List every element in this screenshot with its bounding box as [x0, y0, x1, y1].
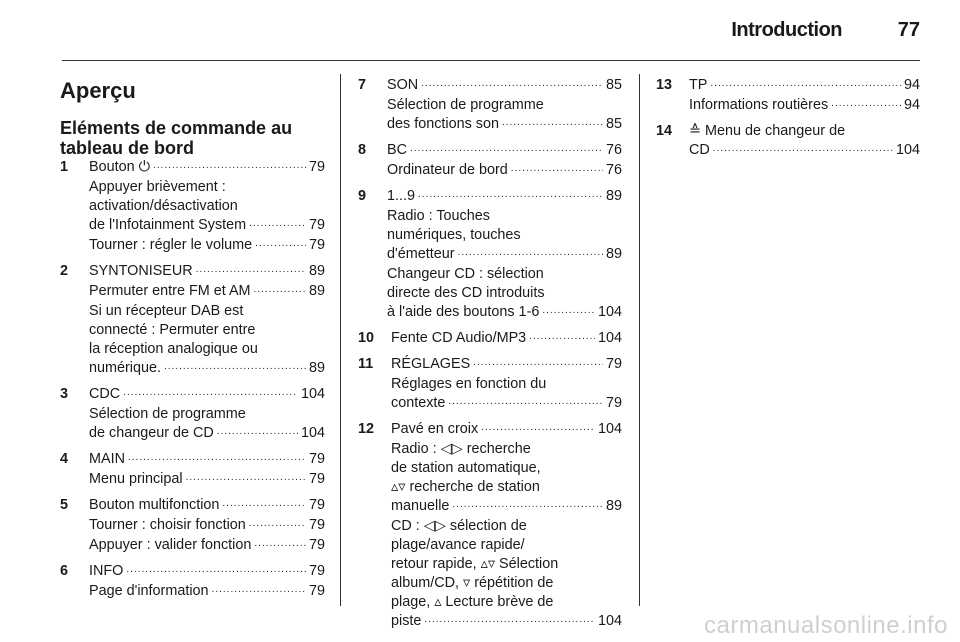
dot-leader [418, 184, 603, 204]
header-rule [62, 60, 920, 61]
dot-leader [217, 421, 298, 441]
entry-text: plage/avance rapide/ [391, 537, 525, 553]
page-reference: 79 [605, 356, 622, 372]
entry-text: connecté : Permuter entre [89, 322, 256, 338]
dot-leader [452, 494, 603, 514]
column-1 [60, 76, 325, 608]
dot-leader [186, 467, 306, 487]
entry-line [391, 612, 622, 632]
dot-leader [529, 326, 595, 346]
page-reference: 104 [597, 421, 622, 437]
index-entry [358, 420, 622, 632]
entry-text: ▵▿ recherche de station [391, 479, 540, 495]
entry-text: Ordinateur de bord [387, 162, 508, 178]
entry-text: contexte [391, 395, 446, 411]
entry-text: à l'aide des boutons 1-6 [387, 304, 540, 320]
column-3 [656, 76, 920, 167]
entry-text: Informations routières [689, 97, 829, 113]
entry-text: Appuyer brièvement : [89, 179, 226, 195]
entry-list [60, 158, 325, 602]
entry-text: numériques, touches [387, 227, 521, 243]
entry-number: 8 [358, 142, 367, 158]
index-entry [60, 496, 325, 556]
entry-text: de changeur de CD [89, 425, 214, 441]
entry-line [391, 497, 622, 517]
index-entry [656, 122, 920, 161]
entry-text: ≙ Menu de changeur de [689, 123, 846, 139]
dot-leader [458, 242, 603, 262]
entry-number: 4 [60, 451, 69, 467]
entry-text: Pavé en croix [391, 421, 479, 437]
entry-number: 12 [358, 421, 375, 437]
entry-number: 6 [60, 563, 69, 579]
dot-leader [511, 158, 603, 178]
entry-text: Tourner : régler le volume [89, 237, 253, 253]
entry-list [358, 76, 622, 632]
entry-text: TP [689, 77, 708, 93]
page-reference: 79 [308, 159, 325, 175]
entry-text: MAIN [89, 451, 125, 467]
dot-leader [153, 155, 306, 175]
entry-number: 1 [60, 159, 69, 175]
entry-text: piste [391, 613, 422, 629]
page-reference: 104 [300, 425, 325, 441]
entry-text: Fente CD Audio/MP3 [391, 330, 527, 346]
entry-text: album/CD, ▿ répétition de [391, 575, 554, 591]
dot-leader [481, 417, 595, 437]
entry-text: Page d'information [89, 583, 209, 599]
entry-line [89, 536, 325, 556]
entry-line [689, 96, 920, 116]
dot-leader [128, 447, 306, 467]
index-entry [358, 187, 622, 323]
entry-line [89, 282, 325, 302]
page-reference: 104 [597, 330, 622, 346]
entry-number: 14 [656, 123, 673, 139]
page-header [0, 0, 960, 60]
page-number: 77 [897, 19, 920, 41]
section-title: Aperçu [60, 78, 136, 103]
page-reference: 104 [895, 142, 920, 158]
entry-text: Bouton multifonction [89, 497, 220, 513]
page-reference: 85 [605, 116, 622, 132]
dot-leader [212, 579, 306, 599]
entry-text: Sélection de programme [89, 406, 246, 422]
page-reference: 104 [597, 613, 622, 629]
entry-text: la réception analogique ou [89, 341, 258, 357]
page-reference: 89 [308, 360, 325, 376]
page-reference: 79 [308, 471, 325, 487]
entry-text: CD [689, 142, 710, 158]
entry-text: de l'Infotainment System [89, 217, 247, 233]
entry-text: directe des CD introduits [387, 285, 545, 301]
dot-leader [502, 112, 603, 132]
dot-leader [424, 609, 595, 629]
watermark: carmanualsonline.info [704, 612, 948, 639]
entry-number: 13 [656, 77, 673, 93]
subsection-title: Eléments de commande au tableau de bord [60, 118, 293, 158]
entry-line [391, 420, 622, 440]
entry-number: 3 [60, 386, 69, 402]
entry-text: de station automatique, [391, 460, 541, 476]
dot-leader [164, 356, 306, 376]
page-reference: 94 [903, 97, 920, 113]
entry-text: retour rapide, ▵▿ Sélection [391, 556, 559, 572]
page-reference: 76 [605, 162, 622, 178]
column-2 [358, 76, 622, 638]
dot-leader [831, 93, 901, 113]
page-reference: 79 [308, 497, 325, 513]
entry-text: plage, ▵ Lecture brève de [391, 594, 554, 610]
page-reference: 79 [308, 563, 325, 579]
entry-line [89, 582, 325, 602]
index-entry [358, 76, 622, 135]
entry-line [89, 359, 325, 379]
entry-line [89, 158, 325, 178]
page-reference: 89 [605, 188, 622, 204]
page-reference: 79 [308, 517, 325, 533]
entry-text: BC [387, 142, 407, 158]
dot-leader [713, 138, 893, 158]
page-reference: 79 [308, 217, 325, 233]
dot-leader [473, 352, 603, 372]
index-entry [358, 355, 622, 414]
index-entry [358, 329, 622, 349]
page-reference: 79 [605, 395, 622, 411]
page-reference: 104 [597, 304, 622, 320]
page-reference: 104 [300, 386, 325, 402]
index-entry [358, 141, 622, 181]
entry-text: activation/désactivation [89, 198, 238, 214]
dot-leader [255, 233, 306, 253]
entry-line [391, 355, 622, 375]
page-reference: 76 [605, 142, 622, 158]
index-entry [60, 562, 325, 602]
entry-number: 7 [358, 77, 367, 93]
entry-text: Sélection de programme [387, 97, 544, 113]
page-reference: 85 [605, 77, 622, 93]
entry-line [89, 236, 325, 256]
entry-text: Radio : ◁▷ recherche [391, 441, 531, 457]
entry-text: numérique. [89, 360, 161, 376]
page-reference: 89 [308, 263, 325, 279]
entry-text: 1...9 [387, 188, 416, 204]
page-reference: 79 [308, 237, 325, 253]
page-reference: 79 [308, 451, 325, 467]
entry-line [387, 187, 622, 207]
entry-text: Menu principal [89, 471, 183, 487]
page-reference: 79 [308, 583, 325, 599]
dot-leader [542, 300, 595, 320]
entry-line [387, 161, 622, 181]
entry-text: des fonctions son [387, 116, 499, 132]
index-entry [60, 158, 325, 256]
entry-text: d'émetteur [387, 246, 455, 262]
page-reference: 89 [605, 246, 622, 262]
index-entry [60, 385, 325, 444]
page-reference: 89 [308, 283, 325, 299]
entry-line [387, 303, 622, 323]
entry-text: CD : ◁▷ sélection de [391, 518, 527, 534]
page-reference: 89 [605, 498, 622, 514]
entry-text: Tourner : choisir fonction [89, 517, 246, 533]
entry-text: Changeur CD : sélection [387, 266, 544, 282]
index-entry [656, 76, 920, 116]
entry-number: 11 [358, 356, 374, 372]
page-reference: 94 [903, 77, 920, 93]
entry-line [387, 115, 622, 135]
entry-text: INFO [89, 563, 124, 579]
dot-leader [254, 279, 306, 299]
entry-text: Appuyer : valider fonction [89, 537, 252, 553]
entry-text: SYNTONISEUR [89, 263, 193, 279]
dot-leader [710, 73, 901, 93]
page-title: Introduction [731, 19, 842, 41]
dot-leader [222, 493, 306, 513]
entry-number: 9 [358, 188, 367, 204]
entry-line [387, 76, 622, 96]
dot-leader [421, 73, 603, 93]
index-entry [60, 450, 325, 490]
entry-line [391, 329, 622, 349]
dot-leader [249, 513, 306, 533]
dot-leader [196, 259, 306, 279]
entry-number: 10 [358, 330, 375, 346]
entry-line [89, 470, 325, 490]
entry-text: RÉGLAGES [391, 356, 471, 372]
index-entry [60, 262, 325, 379]
dot-leader [410, 138, 603, 158]
entry-line [89, 385, 325, 405]
dot-leader [448, 391, 603, 411]
entry-list [656, 76, 920, 161]
dot-leader [126, 559, 306, 579]
entry-line [689, 141, 920, 161]
entry-line [89, 424, 325, 444]
dot-leader [249, 213, 306, 233]
entry-text: Réglages en fonction du [391, 376, 547, 392]
dot-leader [254, 533, 306, 553]
page-reference: 79 [308, 537, 325, 553]
dot-leader [123, 382, 298, 402]
entry-line [387, 245, 622, 265]
entry-text: manuelle [391, 498, 450, 514]
entry-line [391, 394, 622, 414]
entry-number: 5 [60, 497, 69, 513]
entry-text: Radio : Touches [387, 208, 490, 224]
entry-text: Bouton ⏻ [89, 159, 150, 175]
entry-text: Permuter entre FM et AM [89, 283, 251, 299]
column-divider [639, 74, 640, 606]
entry-text: Si un récepteur DAB est [89, 303, 244, 319]
entry-text: SON [387, 77, 419, 93]
column-divider [340, 74, 341, 606]
entry-text: CDC [89, 386, 121, 402]
entry-number: 2 [60, 263, 69, 279]
